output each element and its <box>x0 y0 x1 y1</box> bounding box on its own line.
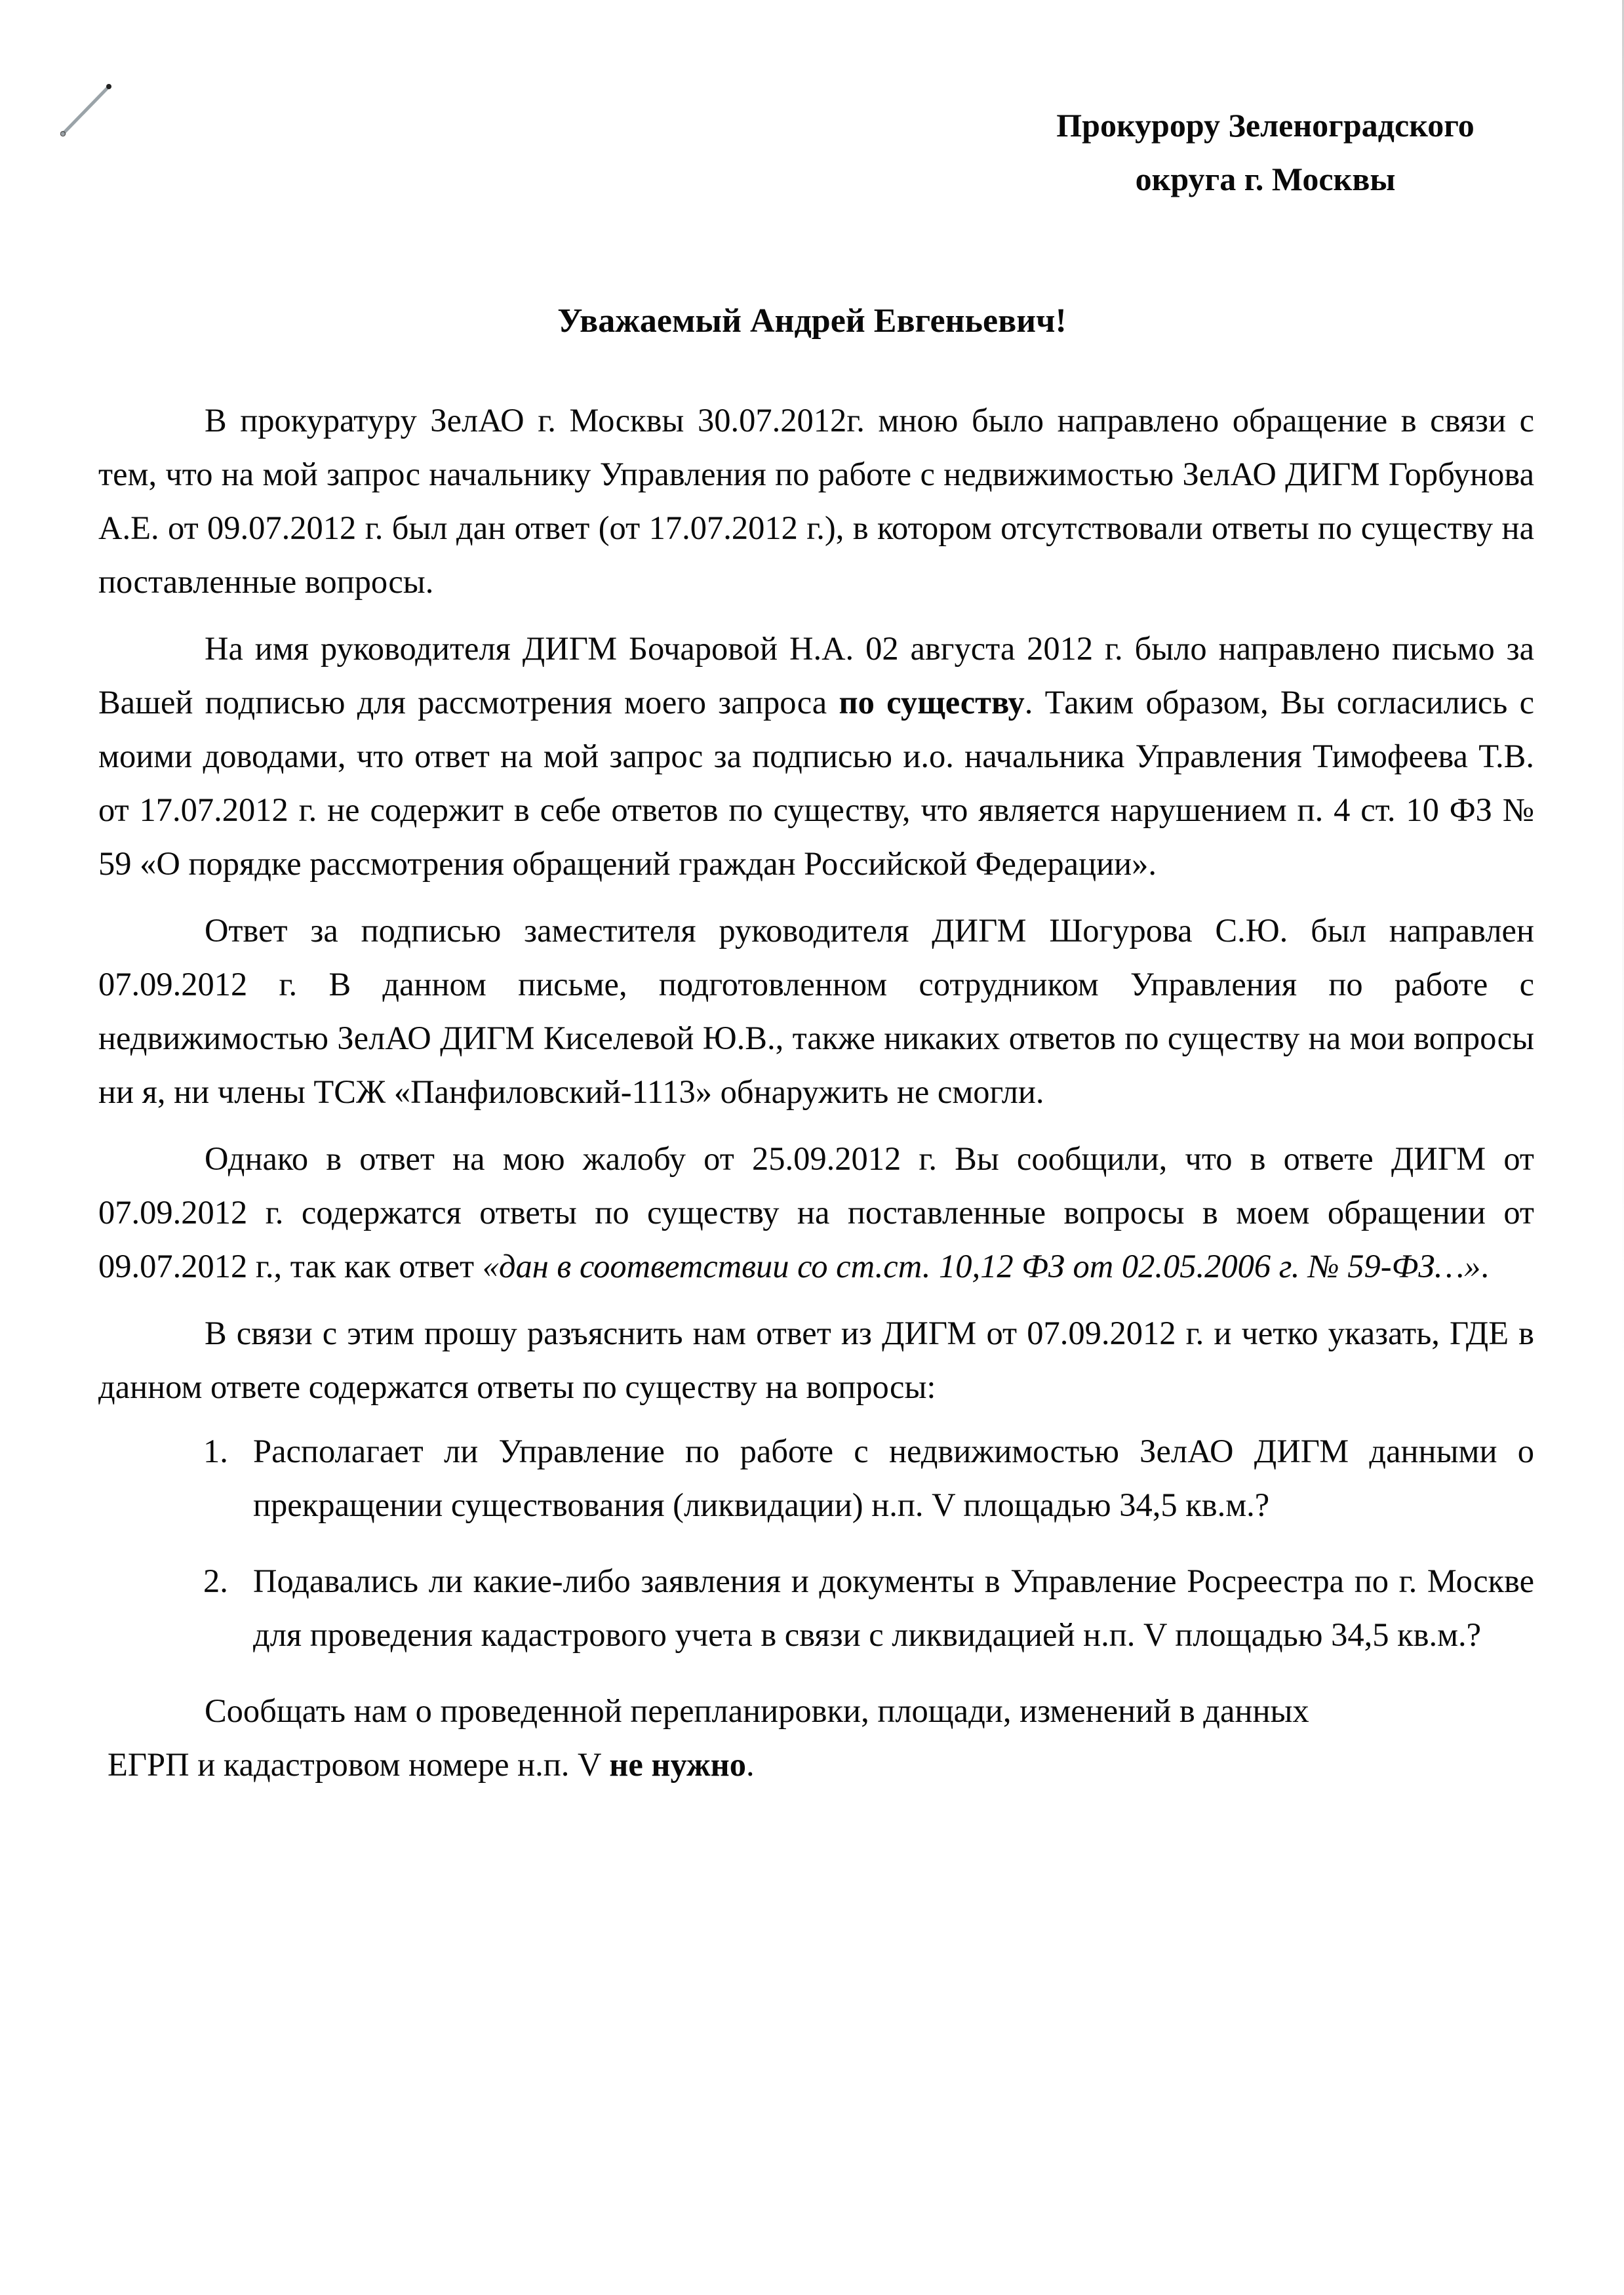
paragraph-1-text: В прокуратуру ЗелАО г. Москвы 30.07.2012г. мною было направлено обращение в связи с тем, что на мой запрос начальнику Управления по работе с недвижимостью ЗелАО ДИГМ Горбунова А.Е. от 09.07.2012 г. был дан ответ (от 17.07.2012 г.), в котором отсутствовали ответы по существу на поставленные вопросы. <box>98 402 1534 600</box>
pen-stroke-mark-icon <box>60 79 119 138</box>
paragraph-5-text: В связи с этим прошу разъяснить нам ответ из ДИГМ от 07.09.2012 г. и четко указать, ГДЕ в данном ответе содержатся ответы по существу на вопросы: <box>98 1315 1534 1405</box>
addressee-line-2: округа г. Москвы <box>1135 161 1396 197</box>
question-number-2: 2. <box>203 1563 228 1599</box>
question-number-1: 1. <box>203 1433 228 1469</box>
closing-emphasis: не нужно <box>609 1746 746 1783</box>
closing-paragraph <box>98 1684 1534 1791</box>
paragraph-3-text: Ответ за подписью заместителя руководителя ДИГМ Шогурова С.Ю. был направлен 07.09.2012 г. В данном письме, подготовленном сотрудником Управления по работе с недвижимостью ЗелАО ДИГМ Киселевой Ю.В., также никаких ответов по существу на мои вопросы ни я, ни члены ТСЖ «Панфиловский-1113» обнаружить не смогли. <box>98 912 1534 1110</box>
question-text-2: Подавались ли какие-либо заявления и документы в Управление Росреестра по г. Москве для проведения кадастрового учета в связи с ликвидацией н.п. V площадью 34,5 кв.м.? <box>253 1563 1534 1653</box>
paragraph-5 <box>98 1306 1534 1414</box>
letter-body <box>98 393 1534 1791</box>
paragraph-2-emphasis: по существу <box>839 684 1025 721</box>
paragraph-2-text-start: На имя руководителя ДИГМ Бочаровой Н.А. 02 августа 2012 г. было направлено письмо за Вашей подписью для рассмотрения моего запроса <box>98 630 1534 721</box>
paragraph-4-quote: «дан в соответствии со ст.ст. 10,12 ФЗ от 02.05.2006 г. № 59-ФЗ…» <box>482 1248 1481 1285</box>
paragraph-2 <box>98 622 1534 890</box>
question-text-1: Располагает ли Управление по работе с недвижимостью ЗелАО ДИГМ данными о прекращении существования (ликвидации) н.п. V площадью 34,5 кв.м.? <box>253 1433 1534 1523</box>
question-item-2 <box>98 1554 1534 1662</box>
paragraph-4 <box>98 1132 1534 1293</box>
addressee-line-1: Прокурору Зеленоградского <box>1056 107 1475 144</box>
closing-line-2 <box>98 1738 1534 1791</box>
paragraph-3 <box>98 904 1534 1119</box>
paragraph-4-text-end: . <box>1480 1248 1490 1285</box>
paragraph-2-text-end: . Таким образом, Вы согласились с моими доводами, что ответ на мой запрос за подписью и.о. начальника Управления Тимофеева Т.В. от 17.07.2012 г. не содержит в себе ответов по существу, что является нарушением п. 4 ст. 10 ФЗ № 59 «О порядке рассмотрения обращений граждан Российской Федерации». <box>98 684 1534 882</box>
closing-line-2-text: ЕГРП и кадастровом номере н.п. V <box>108 1746 610 1783</box>
closing-line-2-end: . <box>746 1746 755 1783</box>
paragraph-4-text-start: Однако в ответ на мою жалобу от 25.09.2012 г. Вы сообщили, что в ответе ДИГМ от 07.09.2012 г. содержатся ответы по существу на поставленные вопросы в моем обращении от 09.07.2012 г., так как ответ <box>98 1140 1534 1285</box>
question-item-1 <box>98 1424 1534 1532</box>
questions-list <box>98 1424 1534 1662</box>
paragraph-1 <box>98 393 1534 609</box>
closing-line-1: Сообщать нам о проведенной перепланировки, площади, изменений в данных <box>205 1692 1309 1729</box>
addressee-block <box>983 98 1547 206</box>
salutation: Уважаемый Андрей Евгеньевич! <box>557 302 1067 340</box>
